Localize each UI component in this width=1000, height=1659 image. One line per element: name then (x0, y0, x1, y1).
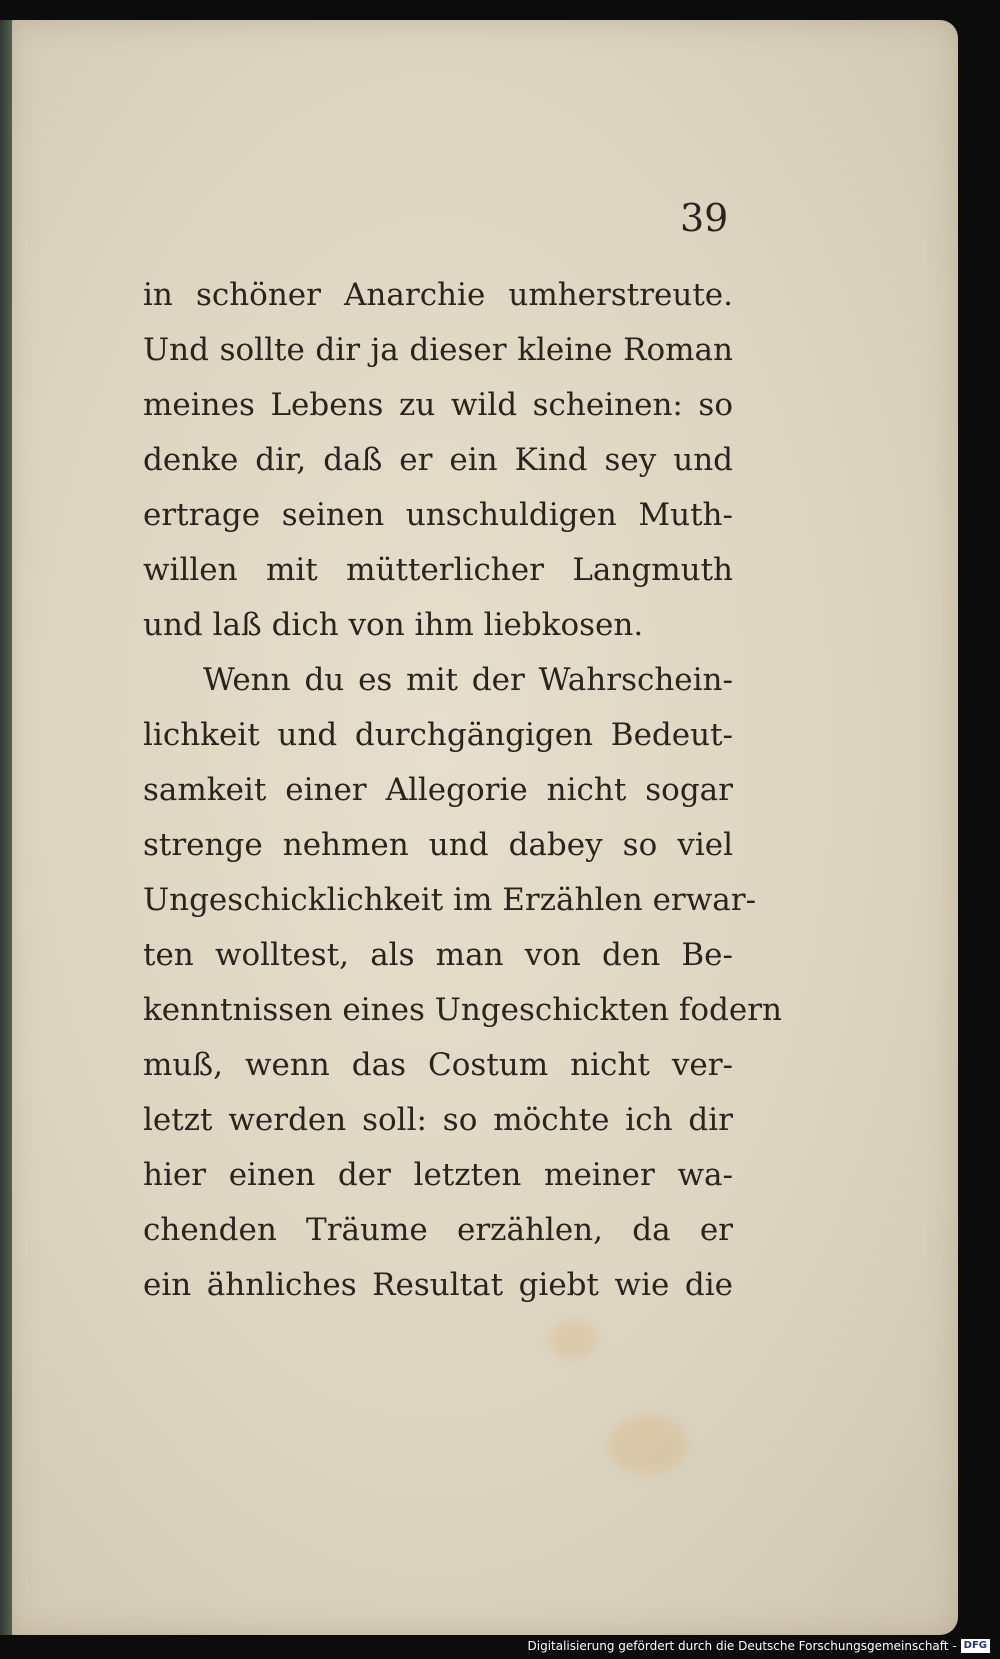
text-line: hier einen der letzten meiner wa- (143, 1157, 733, 1193)
page-number: 39 (680, 196, 729, 240)
text-line: in schöner Anarchie umherstreute. (143, 277, 733, 313)
credit-text: Digitalisierung gefördert durch die Deutsche Forschungsgemeinschaft - (527, 1639, 957, 1653)
text-line: meines Lebens zu wild scheinen: so (143, 387, 733, 423)
text-line: ertrage seinen unschuldigen Muth- (143, 497, 733, 533)
text-line: chenden Träume erzählen, da er (143, 1212, 733, 1248)
text-line: willen mit mütterlicher Langmuth (143, 552, 733, 588)
digitization-credit (528, 1637, 991, 1655)
text-line: letzt werden soll: so möchte ich dir (143, 1102, 733, 1138)
text-line: denke dir, daß er ein Kind sey und (143, 442, 733, 478)
paper-stain (548, 1320, 598, 1360)
dfg-logo: DFG (961, 1639, 990, 1653)
body-text (143, 268, 783, 1313)
text-line: und laß dich von ihm liebkosen. (143, 607, 644, 643)
text-line: ein ähnliches Resultat giebt wie die (143, 1267, 733, 1303)
paper-stain (608, 1415, 688, 1475)
text-line: kenntnissen eines Ungeschickten fodern (143, 992, 783, 1028)
text-line: strenge nehmen und dabey so viel (143, 827, 733, 863)
text-line: muß, wenn das Costum nicht ver- (143, 1047, 733, 1083)
text-line: ten wolltest, als man von den Be- (143, 937, 733, 973)
text-line: Wenn du es mit der Wahrschein- (203, 662, 733, 698)
book-page (8, 20, 958, 1635)
book-spine (0, 20, 12, 1635)
text-line: samkeit einer Allegorie nicht sogar (143, 772, 733, 808)
text-line: Und sollte dir ja dieser kleine Roman (143, 332, 733, 368)
text-line: lichkeit und durchgängigen Bedeut- (143, 717, 733, 753)
text-line: Ungeschicklichkeit im Erzählen erwar- (143, 882, 757, 918)
